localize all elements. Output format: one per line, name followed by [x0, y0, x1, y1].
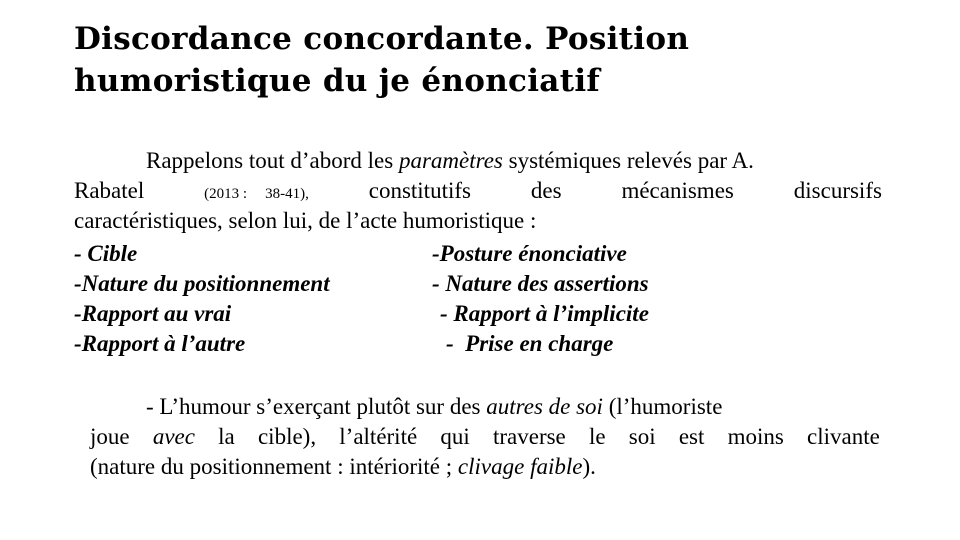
humour-emphasis: autres de soi — [486, 394, 603, 419]
humour-text: (nature du positionnement : intériorité ; — [90, 454, 458, 479]
intro-line-3: caractéristiques, selon lui, de l’acte humoristique : — [74, 208, 537, 233]
parameter-left: -Rapport à l’autre — [74, 331, 246, 356]
parameter-right: - Rapport à l’implicite — [440, 301, 649, 326]
parameter-left: - Cible — [74, 241, 138, 266]
citation-pages: 38-41), — [265, 186, 309, 202]
intro-line-2 — [74, 176, 882, 206]
citation-reference — [204, 179, 309, 209]
humour-line-2 — [90, 422, 880, 452]
parameter-list — [74, 239, 774, 359]
humour-word: est — [678, 424, 705, 449]
citation-year: (2013 : — [204, 186, 248, 202]
humour-text: (l’humoriste — [602, 394, 723, 419]
intro-word: discursifs — [793, 178, 882, 203]
humour-word: moins — [727, 424, 784, 449]
parameter-left: -Rapport au vrai — [74, 301, 232, 326]
parameter-row — [74, 299, 774, 329]
slide-title — [74, 18, 689, 102]
parameter-row — [74, 329, 774, 359]
parameter-row — [74, 239, 774, 269]
intro-word: mécanismes — [621, 178, 734, 203]
humour-text: - L’humour s’exerçant plutôt sur des — [146, 394, 487, 419]
humour-word: qui — [440, 424, 470, 449]
humour-word: le — [588, 424, 606, 449]
intro-text: systémiques relevés par A. — [502, 148, 754, 173]
parameter-right: - Nature des assertions — [432, 271, 649, 296]
intro-line-1 — [74, 146, 882, 176]
intro-paragraph — [74, 146, 882, 236]
parameter-right: -Posture énonciative — [432, 241, 627, 266]
title-line-1: Discordance concordante. Position — [74, 21, 690, 57]
humour-paragraph — [90, 392, 880, 482]
humour-word: traverse — [492, 424, 566, 449]
parameter-right: - Prise en charge — [446, 331, 614, 356]
humour-line-1 — [90, 392, 880, 422]
humour-line-3 — [90, 452, 880, 482]
humour-emphasis: clivage faible — [457, 454, 583, 479]
intro-emphasis: paramètres — [398, 148, 503, 173]
intro-word: des — [530, 178, 562, 203]
humour-word: joue — [90, 424, 130, 449]
humour-word: la — [218, 424, 235, 449]
humour-word: cible), — [257, 424, 317, 449]
intro-text: Rappelons tout d’abord les — [146, 148, 399, 173]
parameter-row — [74, 269, 774, 299]
humour-word: clivante — [807, 424, 880, 449]
parameter-left: -Nature du positionnement — [74, 271, 330, 296]
intro-word: Rabatel — [74, 178, 145, 203]
humour-word: soi — [628, 424, 656, 449]
humour-word: l’altérité — [339, 424, 418, 449]
humour-text: ). — [582, 454, 596, 479]
title-line-2: humoristique du je énonciatif — [74, 63, 601, 99]
humour-word-emphasis: avec — [152, 424, 195, 449]
intro-word: constitutifs — [368, 178, 471, 203]
